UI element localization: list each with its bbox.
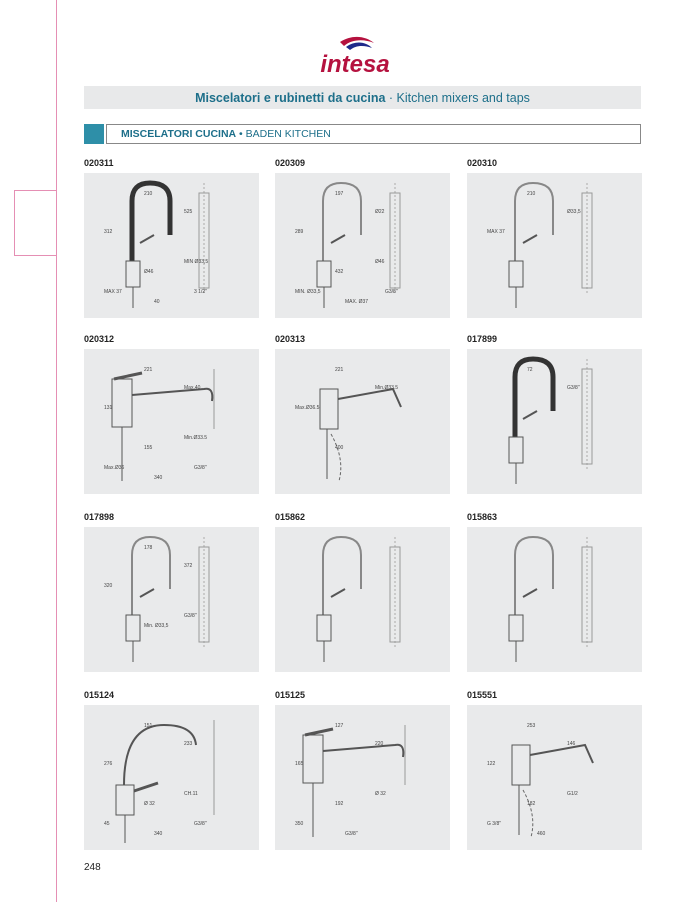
dimension-label: 192 <box>335 801 344 807</box>
dimension-label: Max.40 <box>184 385 201 391</box>
dimension-label: 312 <box>104 229 113 235</box>
product-code: 017899 <box>467 334 498 344</box>
product-code: 015551 <box>467 690 498 700</box>
technical-drawing <box>467 705 642 850</box>
dimension-label: 3 1/2" <box>194 289 207 295</box>
product-card <box>275 333 450 451</box>
section-title-italian: MISCELATORI CUCINA <box>121 128 237 140</box>
technical-drawing <box>84 173 259 318</box>
product-drawing <box>275 527 450 672</box>
technical-drawing <box>275 173 450 318</box>
product-drawing <box>467 349 642 494</box>
dimension-label: Min.Ø33.5 <box>184 435 208 441</box>
product-code: 015863 <box>467 512 498 522</box>
dimension-label: 340 <box>154 475 163 481</box>
dimension-label: 233 <box>184 741 193 747</box>
dimension-label: 460 <box>537 831 546 837</box>
dimension-label: 45 <box>104 821 110 827</box>
page-title-separator: · <box>385 90 397 105</box>
dimension-label: 165 <box>295 761 304 767</box>
dimension-label: 72 <box>527 367 533 373</box>
dimension-label: Ø46 <box>375 259 385 265</box>
dimension-label: 221 <box>144 367 153 373</box>
product-code: 015862 <box>275 512 306 522</box>
dimension-label: MIN. Ø33,5 <box>295 289 321 295</box>
dimension-label: 127 <box>335 723 344 729</box>
technical-drawing <box>84 349 259 494</box>
dimension-label: 320 <box>104 583 113 589</box>
dimension-label: Ø33,5 <box>567 209 581 215</box>
product-drawing <box>84 527 259 672</box>
brand-name: intesa <box>320 51 390 78</box>
dimension-label: 182 <box>527 801 536 807</box>
dimension-label: G 3/8" <box>487 821 502 827</box>
product-card <box>467 689 642 837</box>
page-edge-tab <box>14 190 56 256</box>
dimension-label: CH.11 <box>184 791 198 797</box>
brand-logo <box>300 34 410 78</box>
page-title-english: Kitchen mixers and taps <box>396 90 530 105</box>
technical-drawing <box>275 705 450 850</box>
product-card <box>84 511 259 629</box>
dimension-label: MAX. Ø37 <box>345 299 369 305</box>
dimension-label: 350 <box>295 821 304 827</box>
dimension-label: G3/8" <box>345 831 358 837</box>
product-code: 020312 <box>84 334 115 344</box>
page-title <box>84 86 641 109</box>
dimension-label: MAX 37 <box>104 289 122 295</box>
product-drawing <box>84 705 259 850</box>
page-number: 248 <box>84 862 101 873</box>
section-title-box <box>106 124 641 144</box>
dimension-label: Max.Ø36 <box>104 465 125 471</box>
dimension-label: Ø46 <box>144 269 154 275</box>
product-card <box>84 333 259 481</box>
product-drawing <box>467 527 642 672</box>
brand-logo-graphic <box>300 34 410 78</box>
product-card <box>275 157 450 305</box>
dimension-label: Ø 32 <box>144 801 155 807</box>
product-code: 020311 <box>84 158 114 168</box>
dimension-label: MIN Ø33,5 <box>184 259 209 265</box>
product-drawing <box>275 705 450 850</box>
dimension-label: 289 <box>295 229 304 235</box>
dimension-label: 276 <box>104 761 113 767</box>
dimension-label: G3/8" <box>567 385 580 391</box>
dimension-label: Min. Ø33,5 <box>144 623 169 629</box>
product-code: 020313 <box>275 334 306 344</box>
section-accent-square <box>84 124 104 144</box>
page-title-italian: Miscelatori e rubinetti da cucina <box>195 90 386 105</box>
section-title-english: BADEN KITCHEN <box>245 128 331 140</box>
page-edge-line <box>56 0 57 902</box>
dimension-label: 40 <box>154 299 160 305</box>
dimension-label: G3/8" <box>184 613 197 619</box>
section-title-separator: • <box>236 128 246 140</box>
product-card <box>467 511 642 523</box>
product-drawing <box>84 349 259 494</box>
dimension-label: 372 <box>184 563 193 569</box>
dimension-label: G3/8" <box>385 289 398 295</box>
dimension-label: 151 <box>144 723 153 729</box>
dimension-label: 340 <box>154 831 163 837</box>
dimension-label: Ø22 <box>375 209 385 215</box>
product-card <box>84 157 259 305</box>
product-code: 015124 <box>84 690 115 700</box>
product-code: 017898 <box>84 512 115 522</box>
dimension-label: 146 <box>567 741 576 747</box>
dimension-label: Max.Ø36.5 <box>295 405 320 411</box>
dimension-label: Ø 32 <box>375 791 386 797</box>
dimension-label: G1/2 <box>567 791 578 797</box>
dimension-label: 400 <box>335 445 344 451</box>
dimension-label: 131 <box>104 405 113 411</box>
dimension-label: Min.Ø33.5 <box>375 385 399 391</box>
dimension-label: 525 <box>184 209 193 215</box>
technical-drawing <box>467 173 642 318</box>
product-code: 020310 <box>467 158 498 168</box>
product-card <box>84 689 259 837</box>
dimension-label: MAX 37 <box>487 229 505 235</box>
product-card <box>467 157 642 235</box>
dimension-label: 122 <box>487 761 496 767</box>
product-drawing <box>467 705 642 850</box>
dimension-label: 210 <box>144 191 153 197</box>
dimension-label: 432 <box>335 269 344 275</box>
product-code: 015125 <box>275 690 306 700</box>
product-card <box>275 511 450 523</box>
dimension-label: 197 <box>335 191 344 197</box>
dimension-label: 220 <box>375 741 384 747</box>
dimension-label: 253 <box>527 723 536 729</box>
product-code: 020309 <box>275 158 306 168</box>
product-drawing <box>84 173 259 318</box>
technical-drawing <box>467 349 642 494</box>
section-header <box>84 124 641 144</box>
dimension-label: 155 <box>144 445 153 451</box>
technical-drawing <box>84 705 259 850</box>
technical-drawing <box>84 527 259 672</box>
product-drawing <box>275 349 450 494</box>
product-card <box>275 689 450 837</box>
dimension-label: 210 <box>527 191 536 197</box>
dimension-label: G3/8" <box>194 465 207 471</box>
technical-drawing <box>467 527 642 672</box>
product-drawing <box>275 173 450 318</box>
technical-drawing <box>275 527 450 672</box>
dimension-label: 221 <box>335 367 344 373</box>
dimension-label: G3/8" <box>194 821 207 827</box>
technical-drawing <box>275 349 450 494</box>
product-card <box>467 333 642 391</box>
product-drawing <box>467 173 642 318</box>
dimension-label: 178 <box>144 545 153 551</box>
